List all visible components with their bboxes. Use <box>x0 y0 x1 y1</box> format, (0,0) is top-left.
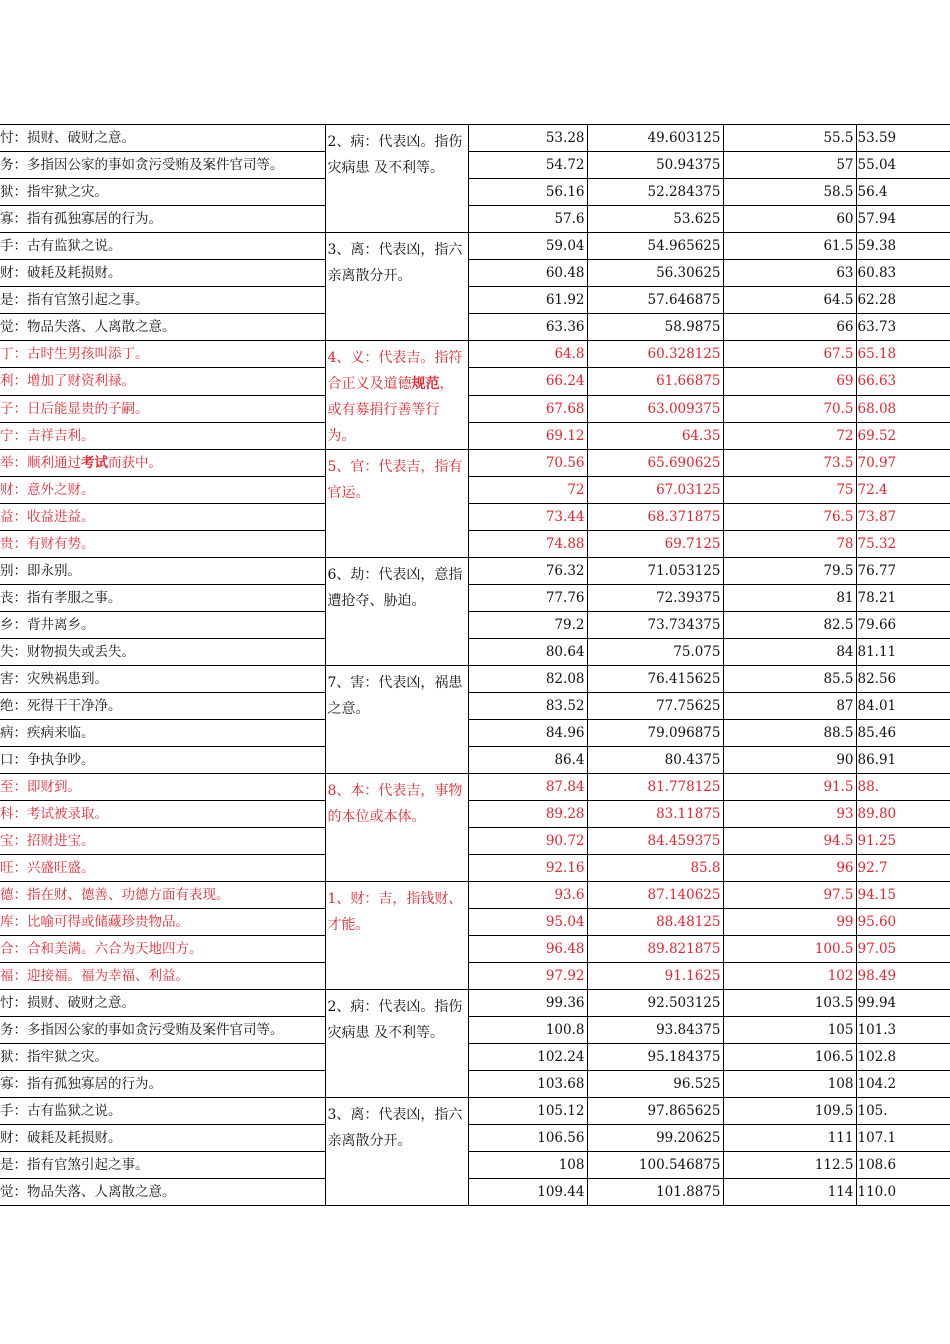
row-description: 财：意外之财。 <box>0 477 325 504</box>
row-description: 子：日后能显贵的子嗣。 <box>0 395 325 422</box>
value-cell-c: 114 <box>723 1179 856 1206</box>
table-row <box>0 125 950 152</box>
value-cell-b: 52.284375 <box>587 179 723 206</box>
value-cell-b: 56.30625 <box>587 260 723 287</box>
row-description <box>0 450 325 477</box>
value-cell-d: 81.11 <box>856 639 950 666</box>
value-cell-a: 66.24 <box>468 368 587 395</box>
value-cell-d: 76.77 <box>856 558 950 585</box>
value-cell-b: 68.371875 <box>587 504 723 531</box>
row-description: 寡：指有孤独寡居的行为。 <box>0 1071 325 1098</box>
row-description: 狱：指牢狱之灾。 <box>0 179 325 206</box>
value-cell-d: 59.38 <box>856 233 950 260</box>
group-label: 2、病：代表凶。指伤灾病患 及不利等。 <box>325 125 468 233</box>
table-row <box>0 368 950 395</box>
table-row <box>0 450 950 477</box>
table-row <box>0 1125 950 1152</box>
value-cell-d: 56.4 <box>856 179 950 206</box>
value-cell-d: 97.05 <box>856 936 950 963</box>
value-cell-c: 93 <box>723 801 856 828</box>
table-row <box>0 747 950 774</box>
value-cell-b: 77.75625 <box>587 693 723 720</box>
table-row <box>0 963 950 990</box>
table-row <box>0 990 950 1017</box>
value-cell-c: 64.5 <box>723 287 856 314</box>
value-cell-c: 60 <box>723 206 856 233</box>
value-cell-c: 111 <box>723 1125 856 1152</box>
value-cell-b: 49.603125 <box>587 125 723 152</box>
row-description: 觉：物品失落、人离散之意。 <box>0 314 325 341</box>
value-cell-a: 80.64 <box>468 639 587 666</box>
value-cell-b: 75.075 <box>587 639 723 666</box>
value-cell-b: 50.94375 <box>587 152 723 179</box>
value-cell-d: 85.46 <box>856 720 950 747</box>
row-description: 德：指在财、德善、功德方面有表现。 <box>0 882 325 909</box>
value-cell-c: 78 <box>723 531 856 558</box>
value-cell-c: 57 <box>723 152 856 179</box>
row-description: 福：迎接福。福为幸福、利益。 <box>0 963 325 990</box>
value-cell-b: 53.625 <box>587 206 723 233</box>
group-label: 8、本：代表吉，事物的本位或本体。 <box>325 774 468 882</box>
row-description: 害：灾殃祸患到。 <box>0 666 325 693</box>
value-cell-b: 64.35 <box>587 422 723 449</box>
value-cell-c: 73.5 <box>723 450 856 477</box>
row-description: 狱：指牢狱之灾。 <box>0 1044 325 1071</box>
value-cell-d: 95.60 <box>856 909 950 936</box>
row-description: 觉：物品失落、人离散之意。 <box>0 1179 325 1206</box>
value-cell-a: 67.68 <box>468 395 587 422</box>
table-row <box>0 422 950 449</box>
row-description: 旺：兴盛旺盛。 <box>0 855 325 882</box>
value-cell-c: 58.5 <box>723 179 856 206</box>
row-description: 合：合和美满。六合为天地四方。 <box>0 936 325 963</box>
value-cell-c: 108 <box>723 1071 856 1098</box>
value-cell-b: 79.096875 <box>587 720 723 747</box>
value-cell-c: 87 <box>723 693 856 720</box>
value-cell-d: 73.87 <box>856 504 950 531</box>
row-description: 务：多指因公家的事如贪污受贿及案件官司等。 <box>0 1017 325 1044</box>
row-description: 库：比喻可得或储藏珍贵物品。 <box>0 909 325 936</box>
value-cell-c: 112.5 <box>723 1152 856 1179</box>
value-cell-d: 107.1 <box>856 1125 950 1152</box>
value-cell-d: 99.94 <box>856 990 950 1017</box>
row-description: 财：破耗及耗损财。 <box>0 1125 325 1152</box>
value-cell-d: 66.63 <box>856 368 950 395</box>
group-label: 1、财：吉，指钱财、才能。 <box>325 882 468 990</box>
value-cell-a: 53.28 <box>468 125 587 152</box>
value-cell-c: 61.5 <box>723 233 856 260</box>
value-cell-b: 81.778125 <box>587 774 723 801</box>
row-description: 乡：背井离乡。 <box>0 612 325 639</box>
value-cell-a: 102.24 <box>468 1044 587 1071</box>
value-cell-a: 89.28 <box>468 801 587 828</box>
value-cell-c: 69 <box>723 368 856 395</box>
table-body <box>0 125 950 1206</box>
value-cell-d: 82.56 <box>856 666 950 693</box>
value-cell-d: 91.25 <box>856 828 950 855</box>
row-description: 利：增加了财资利禄。 <box>0 368 325 395</box>
value-cell-a: 76.32 <box>468 558 587 585</box>
table-row <box>0 504 950 531</box>
value-cell-a: 64.8 <box>468 341 587 368</box>
table-row <box>0 287 950 314</box>
value-cell-b: 97.865625 <box>587 1098 723 1125</box>
value-cell-c: 90 <box>723 747 856 774</box>
value-cell-a: 87.84 <box>468 774 587 801</box>
row-description: 口：争执争吵。 <box>0 747 325 774</box>
row-description: 贵：有财有势。 <box>0 531 325 558</box>
value-cell-c: 103.5 <box>723 990 856 1017</box>
group-label: 3、离：代表凶，指六亲离散分开。 <box>325 233 468 341</box>
value-cell-d: 89.80 <box>856 801 950 828</box>
value-cell-b: 71.053125 <box>587 558 723 585</box>
value-cell-b: 58.9875 <box>587 314 723 341</box>
value-cell-a: 70.56 <box>468 450 587 477</box>
value-cell-a: 106.56 <box>468 1125 587 1152</box>
value-cell-a: 61.92 <box>468 287 587 314</box>
row-description: 寡：指有孤独寡居的行为。 <box>0 206 325 233</box>
value-cell-a: 93.6 <box>468 882 587 909</box>
value-cell-b: 67.03125 <box>587 477 723 504</box>
value-cell-c: 66 <box>723 314 856 341</box>
table-row <box>0 612 950 639</box>
table-row <box>0 801 950 828</box>
group-label <box>325 341 468 450</box>
row-description: 手：古有监狱之说。 <box>0 1098 325 1125</box>
value-cell-c: 109.5 <box>723 1098 856 1125</box>
value-cell-c: 76.5 <box>723 504 856 531</box>
value-cell-a: 57.6 <box>468 206 587 233</box>
row-description: 忖：损财、破财之意。 <box>0 125 325 152</box>
group-label: 6、劫：代表凶，意指遭抢夺、胁迫。 <box>325 558 468 666</box>
row-description: 别：即永别。 <box>0 558 325 585</box>
value-cell-b: 96.525 <box>587 1071 723 1098</box>
table-row <box>0 152 950 179</box>
value-cell-b: 84.459375 <box>587 828 723 855</box>
value-cell-b: 54.965625 <box>587 233 723 260</box>
table-row <box>0 341 950 368</box>
table-row <box>0 1098 950 1125</box>
value-cell-a: 103.68 <box>468 1071 587 1098</box>
value-cell-a: 108 <box>468 1152 587 1179</box>
group-label-part: ，或有募捐行善等行为。 <box>327 376 454 444</box>
value-cell-a: 86.4 <box>468 747 587 774</box>
value-cell-b: 89.821875 <box>587 936 723 963</box>
value-cell-c: 55.5 <box>723 125 856 152</box>
value-cell-d: 60.83 <box>856 260 950 287</box>
row-description-emphasis: 考试 <box>81 455 108 471</box>
value-cell-b: 93.84375 <box>587 1017 723 1044</box>
table-row <box>0 720 950 747</box>
row-description: 是：指有官煞引起之事。 <box>0 1152 325 1179</box>
value-cell-c: 96 <box>723 855 856 882</box>
value-cell-d: 68.08 <box>856 395 950 422</box>
value-cell-c: 97.5 <box>723 882 856 909</box>
value-cell-d: 72.4 <box>856 477 950 504</box>
data-table <box>0 124 950 1206</box>
value-cell-b: 65.690625 <box>587 450 723 477</box>
value-cell-d: 108.6 <box>856 1152 950 1179</box>
value-cell-d: 98.49 <box>856 963 950 990</box>
value-cell-d: 63.73 <box>856 314 950 341</box>
row-description: 忖：损财、破财之意。 <box>0 990 325 1017</box>
value-cell-a: 97.92 <box>468 963 587 990</box>
value-cell-a: 73.44 <box>468 504 587 531</box>
value-cell-d: 65.18 <box>856 341 950 368</box>
value-cell-a: 82.08 <box>468 666 587 693</box>
table-row <box>0 828 950 855</box>
value-cell-a: 77.76 <box>468 585 587 612</box>
value-cell-d: 101.3 <box>856 1017 950 1044</box>
value-cell-a: 74.88 <box>468 531 587 558</box>
table-row <box>0 206 950 233</box>
value-cell-d: 110.0 <box>856 1179 950 1206</box>
value-cell-a: 69.12 <box>468 422 587 449</box>
row-description-part: 而获中。 <box>108 455 162 471</box>
spreadsheet <box>0 124 950 1206</box>
value-cell-b: 61.66875 <box>587 368 723 395</box>
table-row <box>0 395 950 422</box>
value-cell-c: 85.5 <box>723 666 856 693</box>
value-cell-d: 57.94 <box>856 206 950 233</box>
value-cell-c: 102 <box>723 963 856 990</box>
table-row <box>0 1071 950 1098</box>
value-cell-b: 83.11875 <box>587 801 723 828</box>
value-cell-d: 79.66 <box>856 612 950 639</box>
row-description: 绝：死得干干净净。 <box>0 693 325 720</box>
table-row <box>0 585 950 612</box>
value-cell-a: 60.48 <box>468 260 587 287</box>
table-row <box>0 1044 950 1071</box>
row-description: 病：疾病来临。 <box>0 720 325 747</box>
table-row <box>0 233 950 260</box>
row-description: 至：即财到。 <box>0 774 325 801</box>
value-cell-a: 54.72 <box>468 152 587 179</box>
value-cell-a: 96.48 <box>468 936 587 963</box>
table-row <box>0 666 950 693</box>
value-cell-c: 106.5 <box>723 1044 856 1071</box>
value-cell-d: 92.7 <box>856 855 950 882</box>
row-description: 是：指有官煞引起之事。 <box>0 287 325 314</box>
table-row <box>0 531 950 558</box>
value-cell-b: 73.734375 <box>587 612 723 639</box>
value-cell-b: 88.48125 <box>587 909 723 936</box>
row-description: 益：收益进益。 <box>0 504 325 531</box>
value-cell-b: 69.7125 <box>587 531 723 558</box>
table-row <box>0 693 950 720</box>
value-cell-b: 100.546875 <box>587 1152 723 1179</box>
row-description: 手：古有监狱之说。 <box>0 233 325 260</box>
value-cell-d: 104.2 <box>856 1071 950 1098</box>
value-cell-d: 70.97 <box>856 450 950 477</box>
table-row <box>0 1017 950 1044</box>
table-row <box>0 639 950 666</box>
value-cell-b: 91.1625 <box>587 963 723 990</box>
value-cell-d: 86.91 <box>856 747 950 774</box>
value-cell-c: 99 <box>723 909 856 936</box>
row-description: 丧：指有孝服之事。 <box>0 585 325 612</box>
value-cell-a: 84.96 <box>468 720 587 747</box>
value-cell-d: 78.21 <box>856 585 950 612</box>
row-description-part: 举：顺利通过 <box>0 455 81 471</box>
group-label: 5、官：代表吉，指有官运。 <box>325 450 468 558</box>
value-cell-b: 101.8875 <box>587 1179 723 1206</box>
value-cell-c: 84 <box>723 639 856 666</box>
value-cell-c: 91.5 <box>723 774 856 801</box>
table-row <box>0 260 950 287</box>
value-cell-c: 67.5 <box>723 341 856 368</box>
table-row <box>0 909 950 936</box>
value-cell-a: 109.44 <box>468 1179 587 1206</box>
value-cell-b: 57.646875 <box>587 287 723 314</box>
table-row <box>0 1179 950 1206</box>
table-row <box>0 855 950 882</box>
value-cell-c: 72 <box>723 422 856 449</box>
group-label-emphasis: 规范 <box>411 376 440 392</box>
table-row <box>0 558 950 585</box>
value-cell-b: 87.140625 <box>587 882 723 909</box>
row-description: 科：考试被录取。 <box>0 801 325 828</box>
value-cell-c: 94.5 <box>723 828 856 855</box>
value-cell-b: 95.184375 <box>587 1044 723 1071</box>
row-description: 宝：招财进宝。 <box>0 828 325 855</box>
value-cell-d: 84.01 <box>856 693 950 720</box>
value-cell-d: 69.52 <box>856 422 950 449</box>
value-cell-d: 75.32 <box>856 531 950 558</box>
value-cell-c: 75 <box>723 477 856 504</box>
value-cell-b: 72.39375 <box>587 585 723 612</box>
value-cell-a: 72 <box>468 477 587 504</box>
value-cell-c: 79.5 <box>723 558 856 585</box>
value-cell-c: 63 <box>723 260 856 287</box>
table-row <box>0 477 950 504</box>
table-row <box>0 179 950 206</box>
value-cell-c: 82.5 <box>723 612 856 639</box>
value-cell-a: 100.8 <box>468 1017 587 1044</box>
group-label: 3、离：代表凶，指六亲离散分开。 <box>325 1098 468 1206</box>
value-cell-b: 99.20625 <box>587 1125 723 1152</box>
value-cell-d: 62.28 <box>856 287 950 314</box>
value-cell-a: 63.36 <box>468 314 587 341</box>
value-cell-a: 59.04 <box>468 233 587 260</box>
table-row <box>0 882 950 909</box>
value-cell-b: 85.8 <box>587 855 723 882</box>
value-cell-c: 70.5 <box>723 395 856 422</box>
value-cell-b: 92.503125 <box>587 990 723 1017</box>
value-cell-a: 56.16 <box>468 179 587 206</box>
value-cell-c: 88.5 <box>723 720 856 747</box>
value-cell-d: 94.15 <box>856 882 950 909</box>
value-cell-b: 60.328125 <box>587 341 723 368</box>
value-cell-a: 90.72 <box>468 828 587 855</box>
table-row <box>0 314 950 341</box>
value-cell-a: 95.04 <box>468 909 587 936</box>
table-row <box>0 936 950 963</box>
row-description: 失：财物损失或丢失。 <box>0 639 325 666</box>
group-label: 2、病：代表凶。指伤灾病患 及不利等。 <box>325 990 468 1098</box>
value-cell-c: 105 <box>723 1017 856 1044</box>
value-cell-d: 105. <box>856 1098 950 1125</box>
group-label-part: 4、义：代表吉。指符合正义及道德 <box>327 350 463 392</box>
row-description: 财：破耗及耗损财。 <box>0 260 325 287</box>
table-row <box>0 1152 950 1179</box>
value-cell-d: 102.8 <box>856 1044 950 1071</box>
value-cell-c: 100.5 <box>723 936 856 963</box>
value-cell-a: 99.36 <box>468 990 587 1017</box>
value-cell-d: 88. <box>856 774 950 801</box>
value-cell-a: 83.52 <box>468 693 587 720</box>
value-cell-d: 53.59 <box>856 125 950 152</box>
row-description: 丁：古时生男孩叫添丁。 <box>0 341 325 368</box>
group-label: 7、害：代表凶，祸患之意。 <box>325 666 468 774</box>
value-cell-b: 76.415625 <box>587 666 723 693</box>
table-row <box>0 774 950 801</box>
value-cell-b: 63.009375 <box>587 395 723 422</box>
value-cell-d: 55.04 <box>856 152 950 179</box>
value-cell-a: 79.2 <box>468 612 587 639</box>
value-cell-a: 105.12 <box>468 1098 587 1125</box>
row-description: 务：多指因公家的事如贪污受贿及案件官司等。 <box>0 152 325 179</box>
value-cell-a: 92.16 <box>468 855 587 882</box>
value-cell-b: 80.4375 <box>587 747 723 774</box>
row-description: 宁：吉祥吉利。 <box>0 422 325 449</box>
value-cell-c: 81 <box>723 585 856 612</box>
